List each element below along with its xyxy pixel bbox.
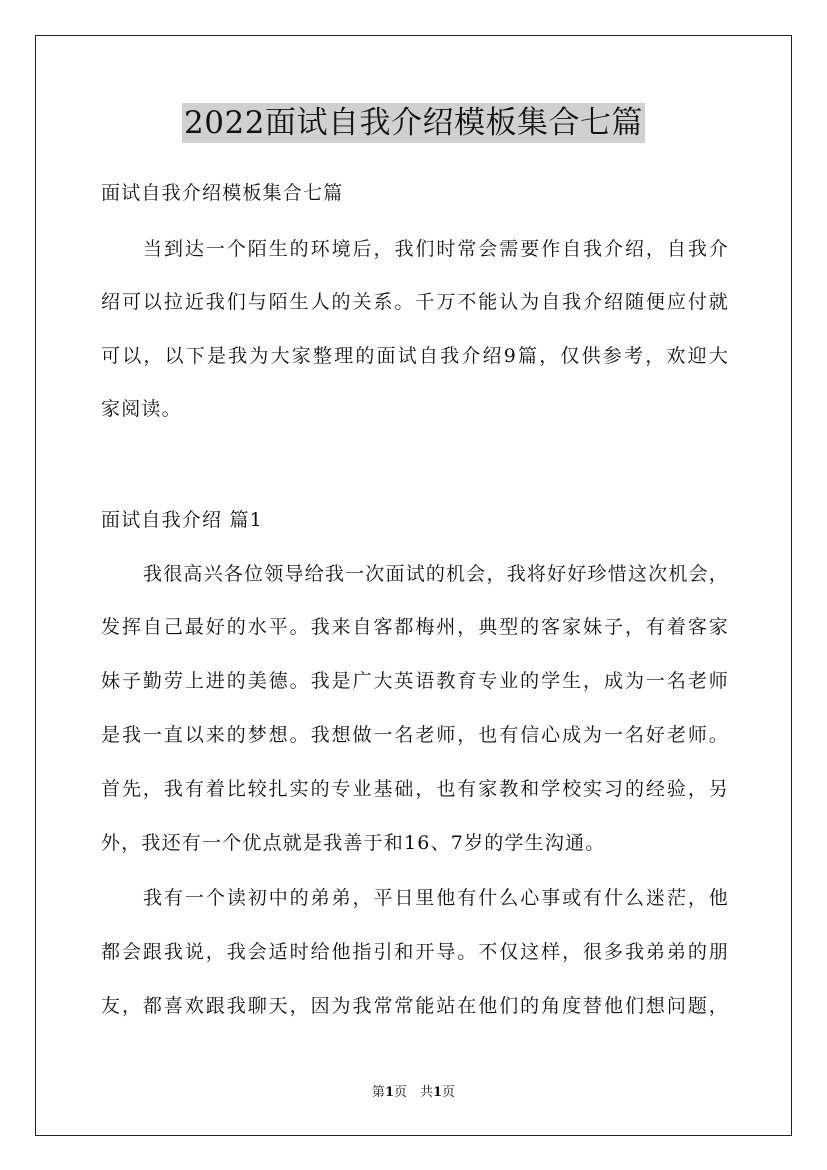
paragraph-line: 外，我还有一个优点就是我善于和16、7岁的学生沟通。 (101, 832, 606, 854)
footer-prefix: 第 (371, 1085, 385, 1100)
title-container (0, 103, 827, 143)
paragraph-line: 是我一直以来的梦想。我想做一名老师，也有信心成为一名好老师。 (101, 724, 729, 746)
footer-suffix: 页 (442, 1085, 456, 1100)
footer-page-number: 1 (384, 1085, 394, 1100)
footer-total-pages: 1 (433, 1085, 443, 1100)
intro-line-1: 当到达一个陌生的环境后，我们时常会需要作自我介绍，自我介 (143, 238, 729, 260)
paragraph-line: 友，都喜欢跟我聊天，因为我常常能站在他们的角度替他们想问题， (101, 995, 729, 1017)
intro-line-2: 绍可以拉近我们与陌生人的关系。千万不能认为自我介绍随便应付就 (101, 291, 729, 313)
paragraph-line: 发挥自己最好的水平。我来自客都梅州，典型的客家妹子，有着客家 (101, 616, 729, 638)
paragraph-line: 我很高兴各位领导给我一次面试的机会，我将好好珍惜这次机会， (143, 563, 729, 585)
paragraph-line: 都会跟我说，我会适时给他指引和开导。不仅这样，很多我弟弟的朋 (101, 941, 729, 963)
page-footer (0, 1085, 827, 1101)
document-subtitle: 面试自我介绍模板集合七篇 (101, 182, 344, 204)
intro-line-3: 可以，以下是我为大家整理的面试自我介绍9篇，仅供参考，欢迎大 (101, 345, 729, 367)
section-heading: 面试自我介绍 篇1 (101, 509, 263, 531)
intro-line-4: 家阅读。 (101, 398, 182, 420)
footer-mid: 页 共 (393, 1085, 433, 1100)
paragraph-line: 首先，我有着比较扎实的专业基础，也有家教和学校实习的经验，另 (101, 778, 729, 800)
paragraph-line: 我有一个读初中的弟弟，平日里他有什么心事或有什么迷茫，他 (143, 887, 729, 909)
paragraph-line: 妹子勤劳上进的美德。我是广大英语教育专业的学生，成为一名老师 (101, 670, 729, 692)
document-title: 2022面试自我介绍模板集合七篇 (184, 105, 643, 141)
